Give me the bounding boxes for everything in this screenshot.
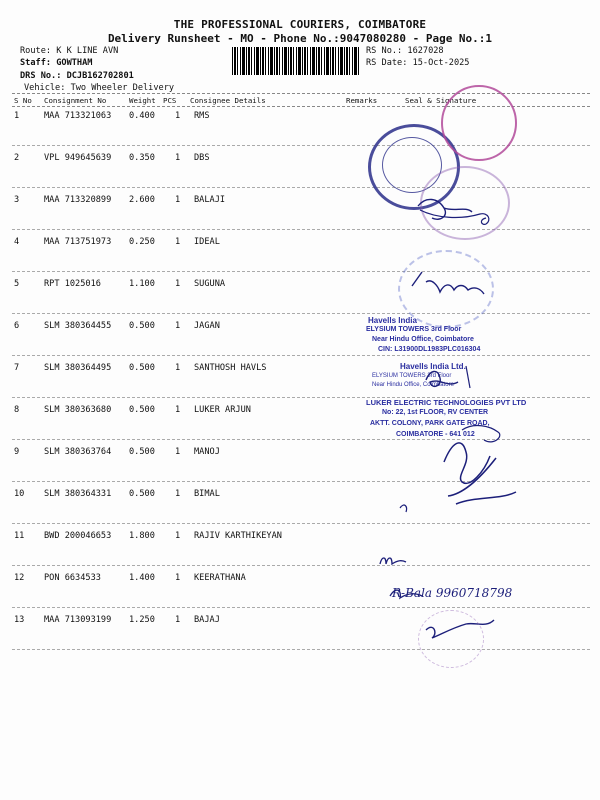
row-sno: 12 [14, 573, 25, 583]
rs-date: RS Date: 15-Oct-2025 [366, 58, 470, 68]
row-pcs: 1 [175, 195, 181, 205]
row-consignment-no: MAA 713093199 [44, 615, 112, 625]
row-weight: 0.500 [129, 405, 155, 415]
row-sno: 4 [14, 237, 20, 247]
luker-stamp-line3: COIMBATORE - 641 012 [396, 431, 475, 438]
row-sno: 11 [14, 531, 25, 541]
row-consignee: KEERATHANA [194, 573, 246, 583]
row-pcs: 1 [175, 573, 181, 583]
signature-manoj [444, 443, 490, 483]
havells-stamp-cin: CIN: L31900DL1983PLC016304 [378, 346, 481, 353]
signature-santhosh [462, 426, 500, 442]
signature-suguna [426, 371, 458, 386]
runsheet-subtitle: Delivery Runsheet - MO - Phone No.:9047080280 - Page No.:1 [107, 32, 493, 45]
row-consignee: JAGAN [194, 321, 220, 331]
row-sno: 10 [14, 489, 25, 499]
row-consignee: BAJAJ [194, 615, 220, 625]
route-info: Route: K K LINE AVN [20, 46, 119, 56]
row-pcs: 1 [175, 237, 181, 247]
col-header-remarks: Remarks [346, 96, 378, 105]
barcode [232, 47, 360, 75]
row-sno: 6 [14, 321, 20, 331]
row-weight: 1.800 [129, 531, 155, 541]
signature-rajiv [380, 558, 406, 564]
col-header-consignee: Consignee Details [190, 96, 266, 105]
havells-stamp2-line2: Near Hindu Office, Coimbatore [372, 382, 454, 388]
row-weight: 2.600 [129, 195, 155, 205]
row-consignment-no: VPL 949645639 [44, 153, 112, 163]
row-pcs: 1 [175, 363, 181, 373]
row-weight: 0.500 [129, 489, 155, 499]
row-consignment-no: BWD 200046653 [44, 531, 112, 541]
row-consignment-no: SLM 380364495 [44, 363, 112, 373]
row-weight: 1.100 [129, 279, 155, 289]
row-consignee: IDEAL [194, 237, 220, 247]
row-weight: 0.400 [129, 111, 155, 121]
row-consignee: SANTHOSH HAVLS [194, 363, 267, 373]
row-sno: 7 [14, 363, 20, 373]
row-consignment-no: SLM 380363764 [44, 447, 112, 457]
row-consignee: MANOJ [194, 447, 220, 457]
row-pcs: 1 [175, 111, 181, 121]
col-header-sno: S No [14, 96, 32, 105]
col-header-weight: Weight [129, 96, 156, 105]
row-pcs: 1 [175, 489, 181, 499]
rs-number: RS No.: 1627028 [366, 46, 444, 56]
row-consignee: BIMAL [194, 489, 220, 499]
row-sno: 13 [14, 615, 25, 625]
row-consignee: RMS [194, 111, 210, 121]
row-weight: 0.500 [129, 447, 155, 457]
row-consignee: SUGUNA [194, 279, 226, 289]
row-sno: 5 [14, 279, 20, 289]
faded-purple-seal-stamp [418, 610, 484, 668]
signature-bimal [448, 458, 516, 504]
row-pcs: 1 [175, 405, 181, 415]
company-title: THE PROFESSIONAL COURIERS, COIMBATORE [173, 18, 427, 31]
havells-stamp2-line1: ELYSIUM TOWERS 3rd Floor [372, 373, 452, 379]
col-header-consignment: Consignment No [44, 96, 107, 105]
staff-info: Staff: GOWTHAM [20, 58, 93, 68]
row-consignee: DBS [194, 153, 210, 163]
row-sno: 8 [14, 405, 20, 415]
row-consignment-no: PON 6634533 [44, 573, 101, 583]
row-sno: 2 [14, 153, 20, 163]
row-pcs: 1 [175, 447, 181, 457]
signature-rms [418, 199, 472, 219]
signature-balaji [420, 210, 489, 224]
row-sno: 9 [14, 447, 20, 457]
havells-stamp2-name: Havells India Ltd. [400, 362, 466, 371]
signatures-overlay [360, 100, 590, 660]
row-consignment-no: MAA 713320899 [44, 195, 112, 205]
row-consignment-no: RPT 1025016 [44, 279, 101, 289]
row-weight: 1.400 [129, 573, 155, 583]
row-weight: 0.250 [129, 237, 155, 247]
row-consignment-no: MAA 713751973 [44, 237, 112, 247]
havells-stamp-line1: ELYSIUM TOWERS 3rd Floor [366, 326, 462, 333]
row-pcs: 1 [175, 615, 181, 625]
row-consignee: RAJIV KARTHIKEYAN [194, 531, 282, 541]
row-consignment-no: SLM 380364455 [44, 321, 112, 331]
row-weight: 0.500 [129, 363, 155, 373]
row-consignment-no: SLM 380363680 [44, 405, 112, 415]
luker-stamp-line2: AKTT. COLONY, PARK GATE ROAD, [370, 420, 490, 427]
row-consignee: BALAJI [194, 195, 226, 205]
row-consignment-no: MAA 713321063 [44, 111, 112, 121]
havells-stamp-line2: Near Hindu Office, Coimbatore [372, 336, 474, 343]
row-weight: 0.350 [129, 153, 155, 163]
row-weight: 1.250 [129, 615, 155, 625]
row-pcs: 1 [175, 321, 181, 331]
row-sno: 1 [14, 111, 20, 121]
row-consignment-no: SLM 380364331 [44, 489, 112, 499]
luker-stamp-name: LUKER ELECTRIC TECHNOLOGIES PVT LTD [366, 398, 527, 407]
handwritten-phone: R-Bala 9960718798 [392, 586, 513, 600]
row-pcs: 1 [175, 531, 181, 541]
signature-ideal [426, 281, 484, 294]
drs-number: DRS No.: DCJB162702801 [20, 71, 134, 81]
row-sno: 3 [14, 195, 20, 205]
col-header-pcs: PCS [163, 96, 177, 105]
row-weight: 0.500 [129, 321, 155, 331]
row-pcs: 1 [175, 153, 181, 163]
luker-stamp-line1: No: 22, 1st FLOOR, RV CENTER [382, 409, 489, 416]
row-pcs: 1 [175, 279, 181, 289]
havells-stamp-name: Havells India [368, 316, 417, 325]
col-header-seal: Seal & Signature [405, 96, 477, 105]
vehicle-info: Vehicle: Two Wheeler Delivery [24, 83, 175, 93]
row-consignee: LUKER ARJUN [194, 405, 251, 415]
